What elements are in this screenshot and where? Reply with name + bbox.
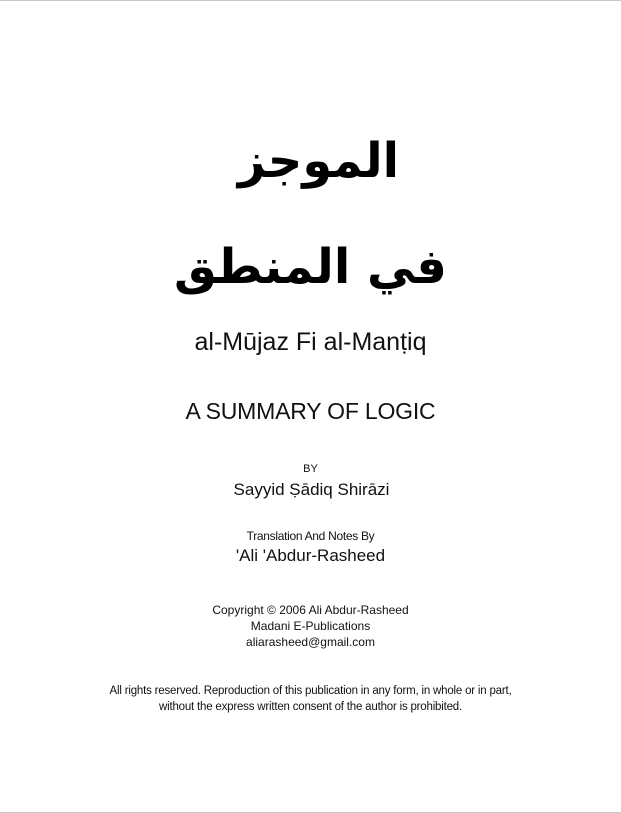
- rights-statement-line-1: All rights reserved. Reproduction of this publication in any form, in whole or in part,: [109, 685, 512, 697]
- translator-name: 'Ali 'Abdur-Rasheed: [235, 546, 386, 565]
- copyright-notice: Copyright © 2006 Ali Abdur-Rasheed: [212, 603, 409, 617]
- rights-statement-line-2: without the express written consent of the author is prohibited.: [159, 701, 462, 713]
- contact-email: aliarasheed@gmail.com: [246, 635, 375, 649]
- arabic-title-line-2: في المنطق: [174, 239, 447, 295]
- publisher-name: Madani E-Publications: [250, 619, 371, 633]
- arabic-title-line-1: الموجز: [237, 133, 400, 189]
- translation-label: Translation And Notes By: [246, 529, 375, 543]
- transliterated-title: al-Mūjaz Fi al-Manṭiq: [194, 328, 427, 356]
- english-title: A SUMMARY OF LOGIC: [185, 398, 436, 424]
- author-name: Sayyid Ṣādiq Shirāzi: [233, 480, 390, 499]
- by-label: BY: [303, 463, 318, 475]
